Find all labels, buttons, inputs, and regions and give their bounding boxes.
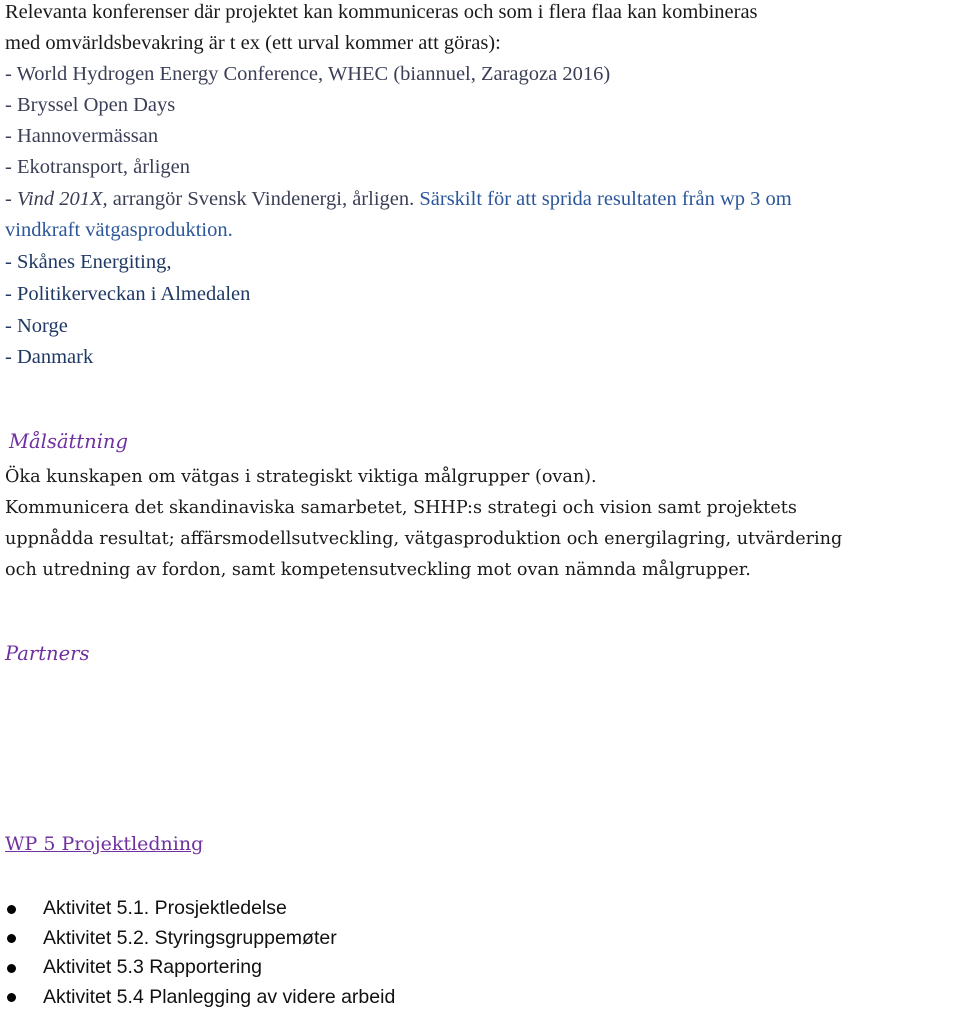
bullet-icon <box>7 993 16 1002</box>
conference-item-norge: - Norge <box>5 315 68 337</box>
activity-item <box>0 953 395 983</box>
intro-line-1: Relevanta konferenser där projektet kan kommuniceras och som i flera flaa kan kombineras <box>5 1 758 23</box>
goal-line-4: och utredning av fordon, samt kompetensutveckling mot ovan nämnda målgrupper. <box>5 560 751 580</box>
vind-prefix: - Vind 201X, <box>5 188 108 210</box>
conference-item-almedalen: - Politikerveckan i Almedalen <box>5 283 251 305</box>
activity-label: Aktivitet 5.1. Prosjektledelse <box>43 897 287 919</box>
conference-item-hannover: - Hannovermässan <box>5 125 159 147</box>
conference-item-ekotransport: - Ekotransport, årligen <box>5 156 191 178</box>
bullet-icon <box>7 964 16 973</box>
bullet-icon <box>7 934 16 943</box>
activity-label: Aktivitet 5.4 Planlegging av videre arbeid <box>43 985 396 1008</box>
intro-line-2: med omvärldsbevakring är t ex (ett urval kommer att göras): <box>5 32 501 54</box>
vind-rest: arrangör Svensk Vindenergi, årligen. <box>107 188 415 210</box>
bullet-icon <box>7 905 16 914</box>
conference-item-danmark: - Danmark <box>5 346 94 368</box>
conference-item-skanes: - Skånes Energiting, <box>5 251 172 273</box>
goal-heading: Målsättning <box>9 430 128 453</box>
wp5-heading: WP 5 Projektledning <box>5 833 204 855</box>
goal-line-3: uppnådda resultat; affärsmodellsutveckling, vätgasproduktion och energilagring, utvärdering <box>5 529 843 549</box>
conference-item-bryssel: - Bryssel Open Days <box>5 94 176 116</box>
goal-line-1: Öka kunskapen om vätgas i strategiskt viktiga målgrupper (ovan). <box>5 467 597 487</box>
goal-line-2: Kommunicera det skandinaviska samarbetet, SHHP:s strategi och vision samt projektets <box>5 498 797 518</box>
activity-label: Aktivitet 5.3 Rapportering <box>43 956 262 978</box>
vind-note-cont: vindkraft vätgasproduktion. <box>5 219 233 241</box>
partners-heading: Partners <box>5 642 90 665</box>
activity-label: Aktivitet 5.2. Styringsgruppemøter <box>43 926 337 949</box>
conference-item-whec: - World Hydrogen Energy Conference, WHEC (biannuel, Zaragoza 2016) <box>5 63 611 85</box>
activity-list <box>0 894 395 1012</box>
activity-item <box>0 924 395 954</box>
activity-item <box>0 894 395 924</box>
vind-note: Särskilt för att sprida resultaten från wp 3 om <box>414 188 792 210</box>
activity-item <box>0 983 395 1012</box>
conference-item-vind <box>5 184 792 215</box>
